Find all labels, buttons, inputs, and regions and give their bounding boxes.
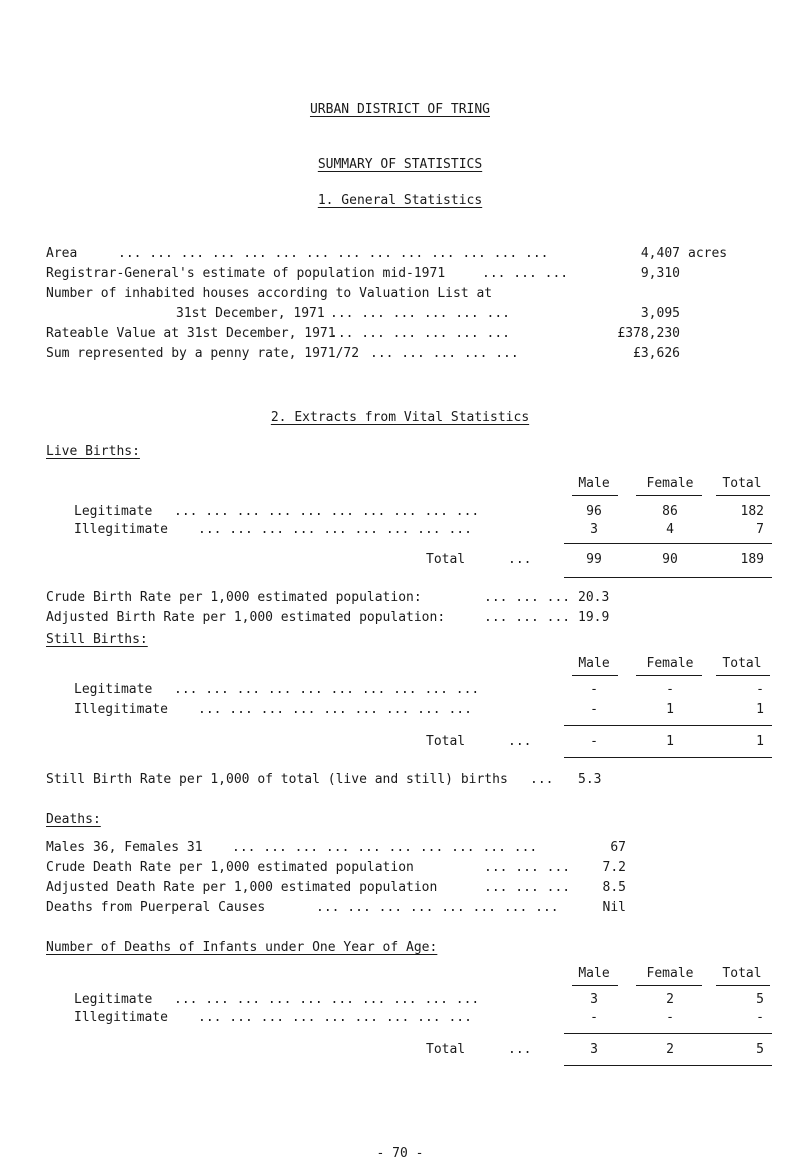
deaths-label: Deaths from Puerperal Causes [46, 900, 266, 915]
leader-dots: ... [508, 552, 532, 567]
cell-total: 1 [756, 702, 764, 717]
cell-female: - [666, 682, 674, 697]
leader-dots: ... ... ... [484, 590, 571, 605]
general-label: 31st December, 1971 [176, 306, 325, 321]
total-female: 1 [666, 734, 674, 749]
subtitle: SUMMARY OF STATISTICS [317, 157, 483, 172]
cell-female: 4 [666, 522, 674, 537]
total-total: 1 [756, 734, 764, 749]
leader-dots: ... ... ... [484, 610, 571, 625]
column-header-total: Total [722, 476, 762, 491]
cell-total: - [756, 682, 764, 697]
total-label: Total [426, 552, 466, 567]
leader-dots: ... ... ... ... ... ... ... ... ... ... [174, 992, 480, 1007]
cell-total: 5 [756, 992, 764, 1007]
row-label: Illegitimate [74, 702, 168, 717]
leader-dots: ... ... ... ... ... ... [330, 326, 511, 341]
column-header-male: Male [578, 476, 610, 491]
deaths-label: Adjusted Death Rate per 1,000 estimated population [46, 880, 438, 895]
total-female: 2 [666, 1042, 674, 1057]
section2-heading: 2. Extracts from Vital Statistics [270, 410, 530, 425]
leader-dots: ... ... ... ... ... ... ... ... ... ... [174, 504, 480, 519]
total-male: 3 [590, 1042, 598, 1057]
page-title: URBAN DISTRICT OF TRING [309, 102, 490, 117]
general-value: 4,407 [640, 246, 680, 261]
cell-male: - [590, 682, 598, 697]
rate-label: Adjusted Birth Rate per 1,000 estimated population: [46, 610, 446, 625]
total-male: - [590, 734, 598, 749]
row-label: Legitimate [74, 992, 153, 1007]
infant-deaths-heading: Number of Deaths of Infants under One Year of Age: [46, 940, 438, 955]
leader-dots: ... ... ... ... ... [370, 346, 519, 361]
general-unit: acres [688, 246, 728, 261]
leader-dots: ... ... ... ... ... ... ... ... ... [198, 522, 472, 537]
general-value: £3,626 [633, 346, 680, 361]
total-total: 5 [756, 1042, 764, 1057]
general-value: 3,095 [640, 306, 680, 321]
cell-male: - [590, 1010, 598, 1025]
still-birth-rate-value: 5.3 [578, 772, 602, 787]
row-label: Illegitimate [74, 522, 168, 537]
general-label: Sum represented by a penny rate, 1971/72 [46, 346, 360, 361]
deaths-value: Nil [602, 900, 626, 915]
cell-male: 96 [586, 504, 602, 519]
cell-female: 2 [666, 992, 674, 1007]
leader-dots: ... ... ... [484, 860, 571, 875]
general-label: Registrar-General's estimate of population mid-1971 [46, 266, 446, 281]
general-label: Area [46, 246, 78, 261]
general-value: £378,230 [617, 326, 680, 341]
column-header-total: Total [722, 656, 762, 671]
leader-dots: ... ... ... ... ... ... ... ... ... [198, 1010, 472, 1025]
cell-total: 182 [740, 504, 764, 519]
general-value: 9,310 [640, 266, 680, 281]
cell-total: - [756, 1010, 764, 1025]
leader-dots: ... ... ... [484, 880, 571, 895]
column-header-male: Male [578, 966, 610, 981]
page-number: - 70 - [376, 1146, 424, 1161]
leader-dots: ... [530, 772, 554, 787]
column-header-male: Male [578, 656, 610, 671]
leader-dots: ... [508, 734, 532, 749]
row-label: Illegitimate [74, 1010, 168, 1025]
column-header-total: Total [722, 966, 762, 981]
general-label: Rateable Value at 31st December, 1971 [46, 326, 336, 341]
rate-value: 20.3 [578, 590, 610, 605]
leader-dots: ... ... ... ... ... ... ... ... [316, 900, 559, 915]
deaths-label: Crude Death Rate per 1,000 estimated population [46, 860, 414, 875]
rate-label: Crude Birth Rate per 1,000 estimated population: [46, 590, 422, 605]
still-birth-rate-label: Still Birth Rate per 1,000 of total (live and still) births [46, 772, 508, 787]
leader-dots: ... [508, 1042, 532, 1057]
leader-dots: ... ... ... ... ... ... ... ... ... ... [232, 840, 538, 855]
cell-female: 86 [662, 504, 678, 519]
cell-female: - [666, 1010, 674, 1025]
total-male: 99 [586, 552, 602, 567]
column-header-female: Female [646, 656, 694, 671]
cell-male: 3 [590, 522, 598, 537]
deaths-value: 67 [610, 840, 626, 855]
live-births-heading: Live Births: [46, 444, 140, 459]
still-births-heading: Still Births: [46, 632, 148, 647]
leader-dots: ... ... ... [482, 266, 569, 281]
cell-female: 1 [666, 702, 674, 717]
deaths-value: 7.2 [602, 860, 626, 875]
leader-dots: ... ... ... ... ... ... ... ... ... ... [174, 682, 480, 697]
leader-dots: ... ... ... ... ... ... ... ... ... ... ... ... ... ... [118, 246, 549, 261]
total-label: Total [426, 1042, 466, 1057]
rate-value: 19.9 [578, 610, 610, 625]
cell-total: 7 [756, 522, 764, 537]
deaths-heading: Deaths: [46, 812, 101, 827]
row-label: Legitimate [74, 504, 153, 519]
deaths-value: 8.5 [602, 880, 626, 895]
leader-dots: ... ... ... ... ... ... [330, 306, 511, 321]
row-label: Legitimate [74, 682, 153, 697]
total-female: 90 [662, 552, 678, 567]
total-total: 189 [740, 552, 764, 567]
total-label: Total [426, 734, 466, 749]
column-header-female: Female [646, 476, 694, 491]
deaths-label: Males 36, Females 31 [46, 840, 203, 855]
cell-male: 3 [590, 992, 598, 1007]
cell-male: - [590, 702, 598, 717]
section1-heading: 1. General Statistics [317, 193, 483, 208]
leader-dots: ... ... ... ... ... ... ... ... ... [198, 702, 472, 717]
column-header-female: Female [646, 966, 694, 981]
general-label: Number of inhabited houses according to Valuation List at [46, 286, 493, 301]
